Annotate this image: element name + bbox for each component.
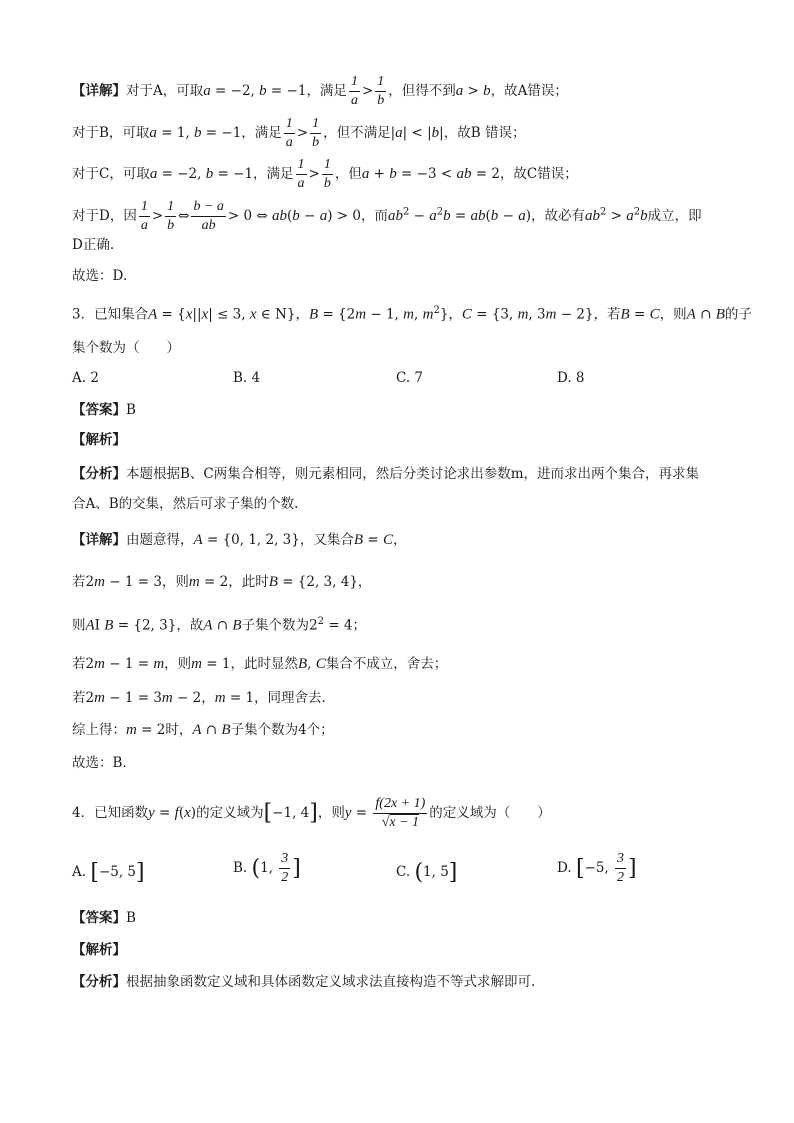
p2-detail-line-5: D正确. bbox=[72, 237, 115, 253]
p2-detail-line-2: 对于B，可取a = 1, b = −1，满足 $\frac{1}{a}$ > $\frac{1}{b}$ ，但不满足|a| < |b|，故B 错误； bbox=[72, 116, 526, 150]
p2-detail-line-4: 对于D，因 $\frac{1}{a}$ > $\frac{1}{b}$ ⇔ $\frac{b - a}{ab}$ > 0 ⇔ ab(b − a) > 0，而$ab^2 - a^2b = ab(b - a)$，故必有$ab^2 > a^2b$成立，即 bbox=[72, 199, 702, 233]
q3-stem-line-1: 3．已知集合A = {x||x| ≤ 3, x ∈ N}，B = {2m − 1, m, $m^2$}，C = {3, m, 3m − 2}，若B = C，则A ∩ B的子 bbox=[72, 305, 752, 323]
q3-option-b: B. 4 bbox=[233, 370, 261, 386]
q3-option-d: D. 8 bbox=[557, 370, 585, 386]
p2-choose: 故选：D. bbox=[72, 268, 128, 284]
fraction-1-over-a: $\frac{1}{a}$ bbox=[350, 74, 358, 108]
q4-fenxi: 【分析】根据抽象函数定义域和具体函数定义域求法直接构造不等式求解即可. bbox=[72, 974, 536, 990]
q4-option-a: A. [−5, 5] bbox=[72, 860, 145, 885]
q3-detail-line-5: 若2m − 1 = 3m − 2，m = 1，同理舍去. bbox=[72, 690, 326, 706]
q4-function-fraction: $\frac{f(2x + 1)}{√x - 1}$ bbox=[375, 796, 426, 830]
p2-detail-line-1: 【详解】对于A，可取a = −2, b = −1，满足 $\frac{1}{a}$ > $\frac{1}{b}$ ，但得不到a > b，故A错误； bbox=[72, 74, 568, 108]
q3-choose: 故选：B. bbox=[72, 755, 127, 771]
p2-detail-line-3: 对于C，可取a = −2, b = −1，满足 $\frac{1}{a}$ > $\frac{1}{b}$ ，但a + b = −3 < ab = 2，故C错误； bbox=[72, 157, 578, 191]
q4-option-b: B. (1, $\frac{3}{2}$ ] bbox=[233, 851, 301, 885]
q4-option-d: D. [−5, $\frac{3}{2}$ ] bbox=[557, 851, 637, 885]
q3-fenxi-line-2: 合A、B的交集，然后可求子集的个数. bbox=[72, 496, 299, 512]
q3-stem-line-2: 集个数为（ ） bbox=[72, 340, 180, 356]
q3-detail-line-1: 【详解】由题意得，A = {0, 1, 2, 3}，又集合B = C， bbox=[72, 532, 407, 548]
q4-answer: 【答案】B bbox=[72, 910, 136, 926]
q3-analysis-heading: 【解析】 bbox=[72, 432, 126, 448]
q3-option-a: A. 2 bbox=[72, 370, 99, 386]
q3-detail-line-6: 综上得：m = 2时，A ∩ B子集个数为4个； bbox=[72, 722, 334, 738]
q3-detail-line-3: 则AI B = {2, 3}，故A ∩ B子集个数为$2^2 = 4$； bbox=[72, 616, 367, 634]
q3-option-c: C. 7 bbox=[396, 370, 424, 386]
q4-stem: 4．已知函数y = f(x)的定义域为[−1, 4]，则y = $\frac{f(2x + 1)}{√x - 1}$ 的定义域为（ ） bbox=[72, 796, 551, 830]
q3-detail-line-4: 若2m − 1 = m，则m = 1，此时显然B, C集合不成立，舍去； bbox=[72, 656, 448, 672]
q3-answer: 【答案】B bbox=[72, 402, 136, 418]
q4-option-c: C. (1, 5] bbox=[396, 860, 458, 885]
q3-fenxi-line-1: 【分析】本题根据B、C两集合相等，则元素相同，然后分类讨论求出参数m，进而求出两个集合，再求集 bbox=[72, 466, 700, 482]
q4-analysis-heading: 【解析】 bbox=[72, 942, 126, 958]
q3-detail-line-2: 若2m − 1 = 3，则m = 2，此时B = {2, 3, 4}， bbox=[72, 574, 372, 590]
